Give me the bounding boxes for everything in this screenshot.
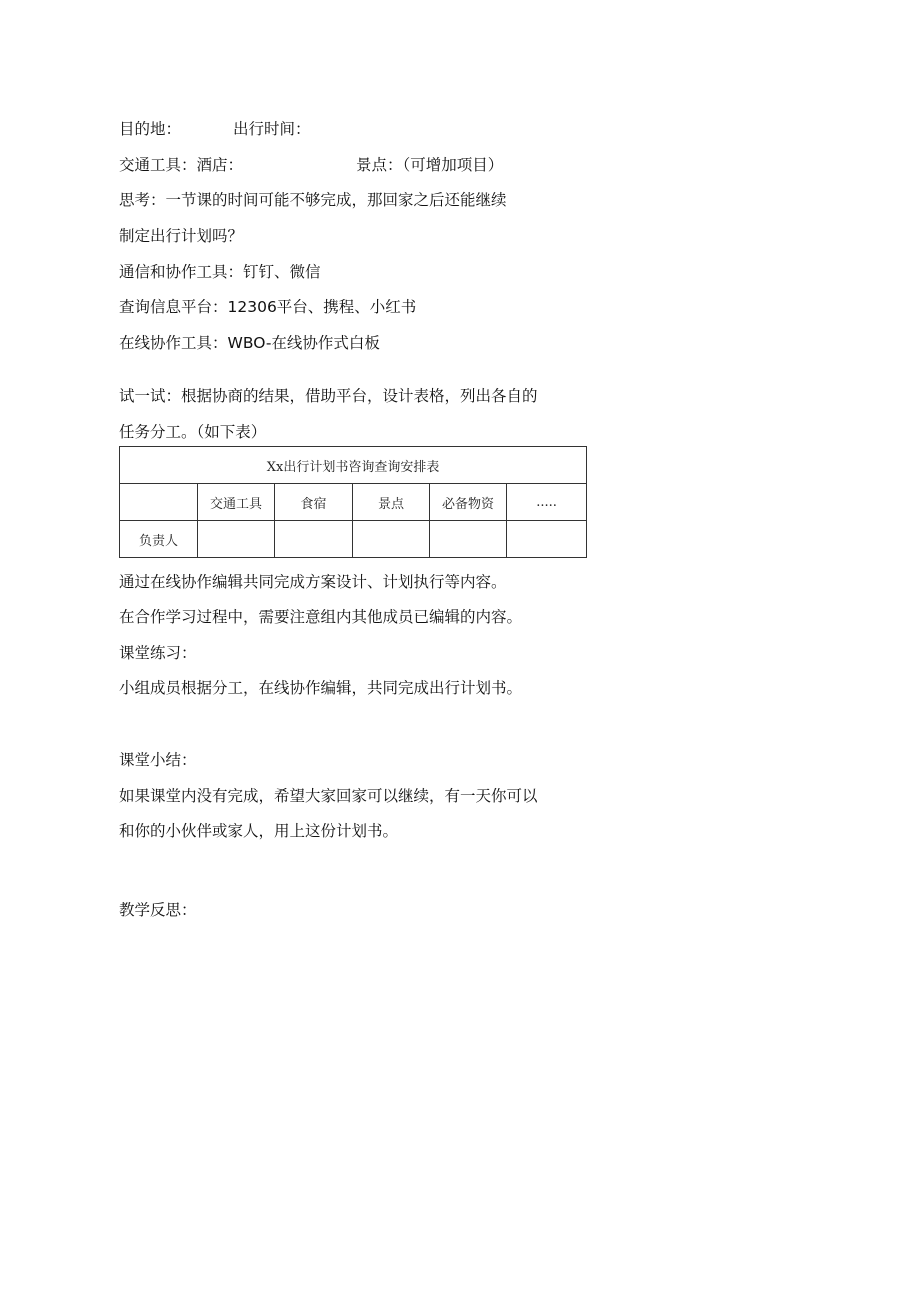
row-label-responsible: 负责人 — [120, 521, 198, 558]
reflection-heading: 教学反思： — [119, 901, 197, 919]
table-cell — [275, 521, 353, 558]
header-cell-attractions: 景点 — [353, 484, 430, 521]
online-tool-line: 在线协作工具：WBO-在线协作式白板 — [119, 334, 380, 352]
transport-label: 交通工具： — [119, 156, 197, 174]
header-cell-transport: 交通工具 — [198, 484, 275, 521]
after-line-2: 在合作学习过程中，需要注意组内其他成员已编辑的内容。 — [119, 608, 523, 626]
header-cell-empty — [120, 484, 198, 521]
header-cell-supplies: 必备物资 — [430, 484, 507, 521]
header-cell-lodging: 食宿 — [275, 484, 353, 521]
transport-line — [119, 155, 503, 175]
practice-heading: 课堂练习： — [119, 644, 197, 662]
table-cell — [198, 521, 275, 558]
destination-label: 目的地： — [119, 120, 182, 138]
table-title-row — [120, 447, 587, 484]
think-line-2: 制定出行计划吗？ — [119, 227, 244, 245]
practice-text: 小组成员根据分工，在线协作编辑，共同完成出行计划书。 — [119, 679, 523, 697]
info-platform-line: 查询信息平台：12306平台、携程、小红书 — [119, 298, 417, 316]
header-cell-more: ..... — [507, 484, 587, 521]
table-cell — [353, 521, 430, 558]
try-line-1: 试一试：根据协商的结果，借助平台，设计表格，列出各自的 — [119, 387, 538, 405]
table-cell — [430, 521, 507, 558]
destination-line — [119, 119, 311, 139]
after-line-1: 通过在线协作编辑共同完成方案设计、计划执行等内容。 — [119, 573, 507, 591]
assignment-table — [119, 446, 587, 558]
try-line-2: 任务分工。（如下表） — [119, 423, 267, 441]
think-line-1: 思考：一节课的时间可能不够完成，那回家之后还能继续 — [119, 191, 507, 209]
travel-time-label: 出行时间： — [233, 120, 311, 138]
attractions-label: 景点：（可增加项目） — [356, 156, 504, 174]
table-header-row — [120, 484, 587, 521]
table-cell — [507, 521, 587, 558]
summary-line-2: 和你的小伙伴或家人，用上这份计划书。 — [119, 822, 399, 840]
summary-line-1: 如果课堂内没有完成，希望大家回家可以继续，有一天你可以 — [119, 787, 538, 805]
summary-heading: 课堂小结： — [119, 751, 197, 769]
table-title: Xx出行计划书咨询查询安排表 — [120, 447, 587, 484]
comm-tools-line: 通信和协作工具：钉钉、微信 — [119, 263, 321, 281]
hotel-label: 酒店： — [196, 156, 244, 174]
table-row — [120, 521, 587, 558]
